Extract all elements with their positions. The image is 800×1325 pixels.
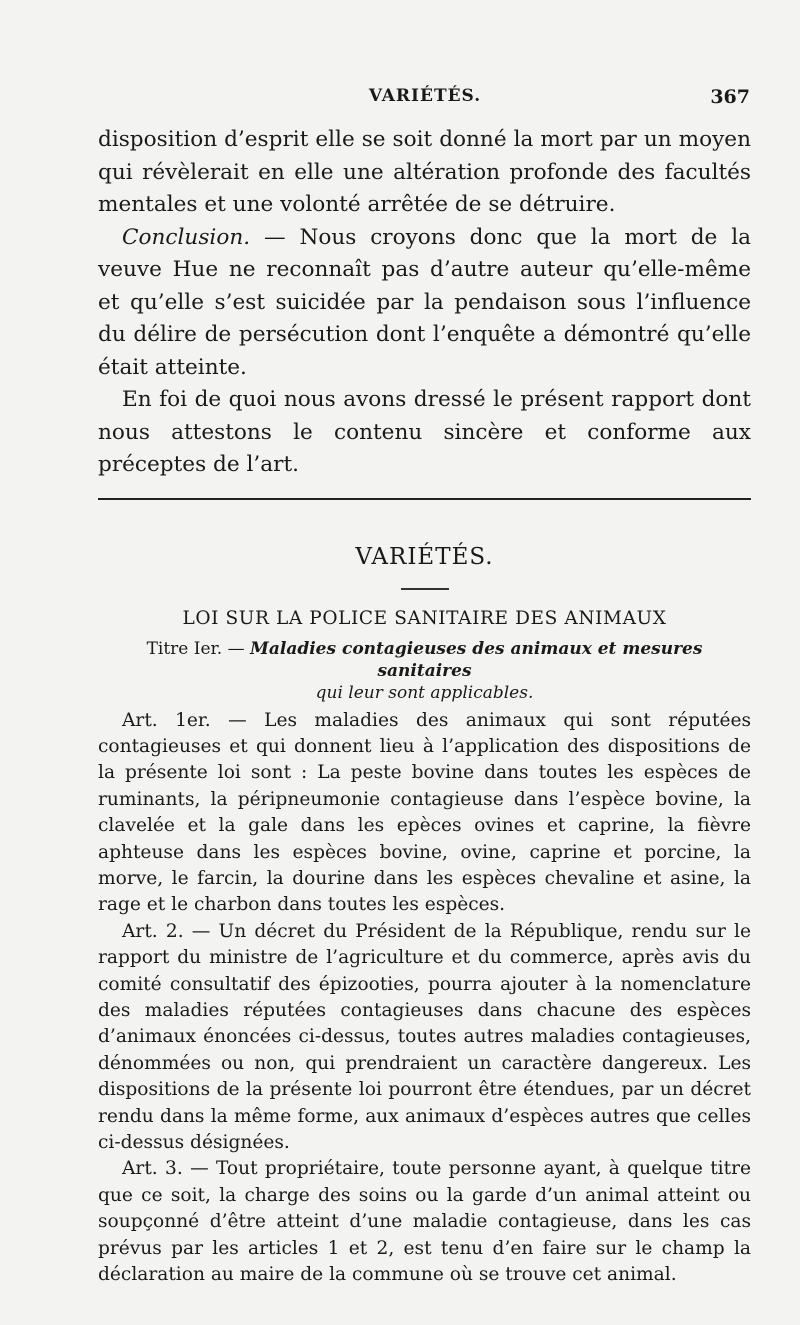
article-3: Art. 3. — Tout propriétaire, toute personne ayant, à quelque titre que ce soit, la charge des soins ou la garde d’un animal atteint ou soupçonné d’être atteint d’une maladie contagieuse, dans les cas prévus par les articles 1 et 2, est tenu d’en faire sur le champ la déclaration au maire de la commune où se trouve cet animal. [98,1158,751,1286]
section-title: VARIÉTÉS. [355,543,494,570]
article-1: Art. 1er. — Les maladies des animaux qui sont réputées contagieuses et qui donnent lieu à l’application des dispositions de la présente loi sont : La peste bovine dans toutes les espèces de ruminants, la péripneumonie contagieuse dans l’espèce bovine, la clavelée et la gale dans les epèces ovines et caprine, la fièvre aphteuse dans les espèces bovine, ovine, caprine et porcine, la morve, le farcin, la dourine dans les espèces chevaline et asine, la rage et le charbon dans toutes les espèces. [98,709,751,916]
titre-text: Maladies contagieuses des animaux et mesures sanitaires [250,638,703,681]
article-2: Art. 2. — Un décret du Président de la République, rendu sur le rapport du ministre de l’agriculture et du commerce, après avis du comité consultatif des épizooties, pourra ajouter à la nomenclature des maladies réputées contagieuses dans chacune des espèces d’animaux énoncées ci-dessus, toutes autres maladies contagieuses, dénommées ou non, qui prendraient un caractère dangereux. Les dispositions de la présente loi pourront être étendues, par un décret rendu dans la même forme, aux animaux d’espèces autres que celles ci-dessus désignées. [98,920,751,1153]
titre-text-2: qui leur sont applicables. [315,682,534,703]
titre-heading [98,638,751,704]
running-title: VARIÉTÉS. [368,86,482,106]
closing-paragraph: En foi de quoi nous avons dressé le présent rapport dont nous attestons le contenu sincère et conforme aux préceptes de l’art. [98,387,751,477]
conclusion-text: — Nous croyons donc que la mort de la veuve Hue ne reconnaît pas d’autre auteur qu’elle-même et qu’elle s’est suicidée par la pendaison sous l’influence du délire de persécution dont l’enquête a démontré qu’elle était atteinte. [98,224,751,380]
titre-label: Titre Ier. — [146,638,251,659]
page-content [98,124,751,1288]
law-title: LOI SUR LA POLICE SANITAIRE DES ANIMAUX [182,607,667,629]
page-number: 367 [710,86,750,108]
conclusion-label: Conclusion. [122,224,251,250]
conclusion-paragraph [98,222,751,385]
running-header [100,86,750,116]
report-paragraph: disposition d’esprit elle se soit donné la mort par un moyen qui révèlerait en elle une altération profonde des facultés mentales et une volonté arrêtée de se détruire. [98,127,751,217]
section-divider [98,498,751,500]
ornament-rule [401,588,449,590]
